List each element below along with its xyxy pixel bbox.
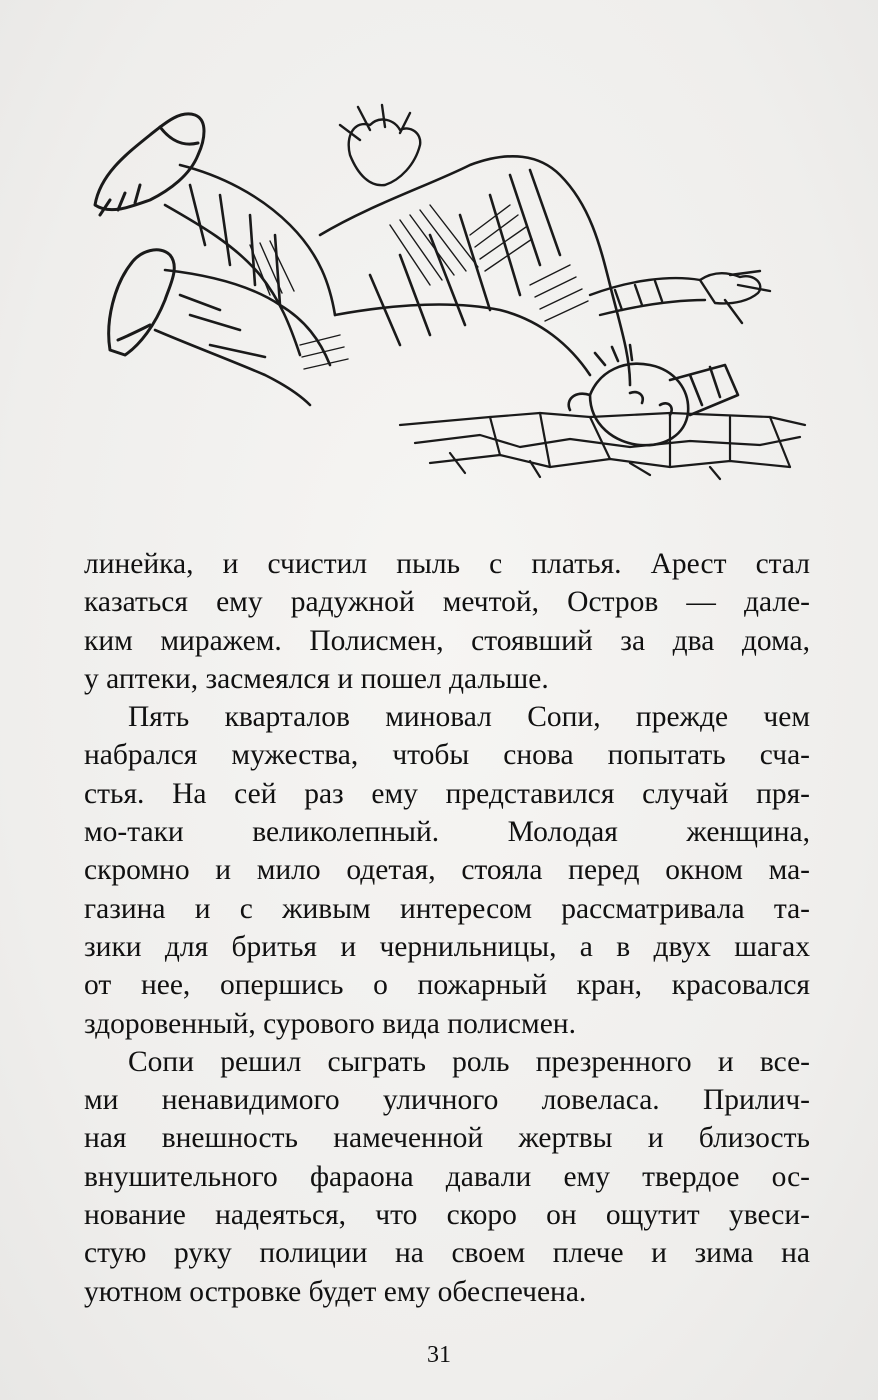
- text-line: нование надеяться, что скоро он ощутит увеси-: [84, 1199, 810, 1232]
- page-number: 31: [427, 1342, 451, 1368]
- falling-man-illustration: [70, 95, 810, 515]
- text-line: линейка, и счистил пыль с платья. Арест стал: [84, 548, 810, 580]
- text-line: у аптеки, засмеялся и пошел дальше.: [84, 662, 549, 695]
- text-line: стую руку полиции на своем плече и зима на: [84, 1237, 810, 1270]
- text-line: зики для бритья и чернильницы, а в двух шагах: [84, 930, 810, 963]
- hand-raised: [340, 105, 420, 185]
- text-line: Пять кварталов миновал Сопи, прежде чем: [128, 701, 810, 734]
- text-line: ким миражем. Полисмен, стоявший за два дома,: [84, 624, 810, 657]
- text-line: от нее, опершись о пожарный кран, красовался: [84, 969, 810, 1002]
- body-text: [84, 545, 810, 1311]
- hatching: [250, 205, 588, 369]
- legs: [155, 165, 335, 405]
- text-line: набрался мужества, чтобы снова попытать сча-: [84, 739, 810, 772]
- text-line: внушительного фараона давали ему твердое ос-: [84, 1160, 810, 1193]
- text-line: скромно и мило одетая, стояла перед окном ма-: [84, 854, 810, 887]
- shoe-upper: [95, 114, 204, 215]
- text-line: казаться ему радужной мечтой, Остров — дале-: [84, 586, 810, 619]
- body: [320, 156, 630, 385]
- text-line: стья. На сей раз ему представился случай пря-: [84, 777, 810, 810]
- text-line: ми ненавидимого уличного ловеласа. Прилич-: [84, 1084, 810, 1117]
- text-line: здоровенный, сурового вида полисмен.: [84, 1007, 576, 1040]
- cobblestones: [400, 413, 805, 479]
- text-line: Сопи решил сыграть роль презренного и все-: [128, 1045, 810, 1078]
- shoe-lower: [109, 250, 175, 355]
- text-line: газина и с живым интересом рассматривала та-: [84, 892, 810, 925]
- text-line: уютном островке будет ему обеспечена.: [84, 1275, 587, 1308]
- text-line: ная внешность намеченной жертвы и близость: [84, 1122, 810, 1155]
- text-line: мо-таки великолепный. Молодая женщина,: [84, 816, 810, 849]
- head: [569, 345, 738, 445]
